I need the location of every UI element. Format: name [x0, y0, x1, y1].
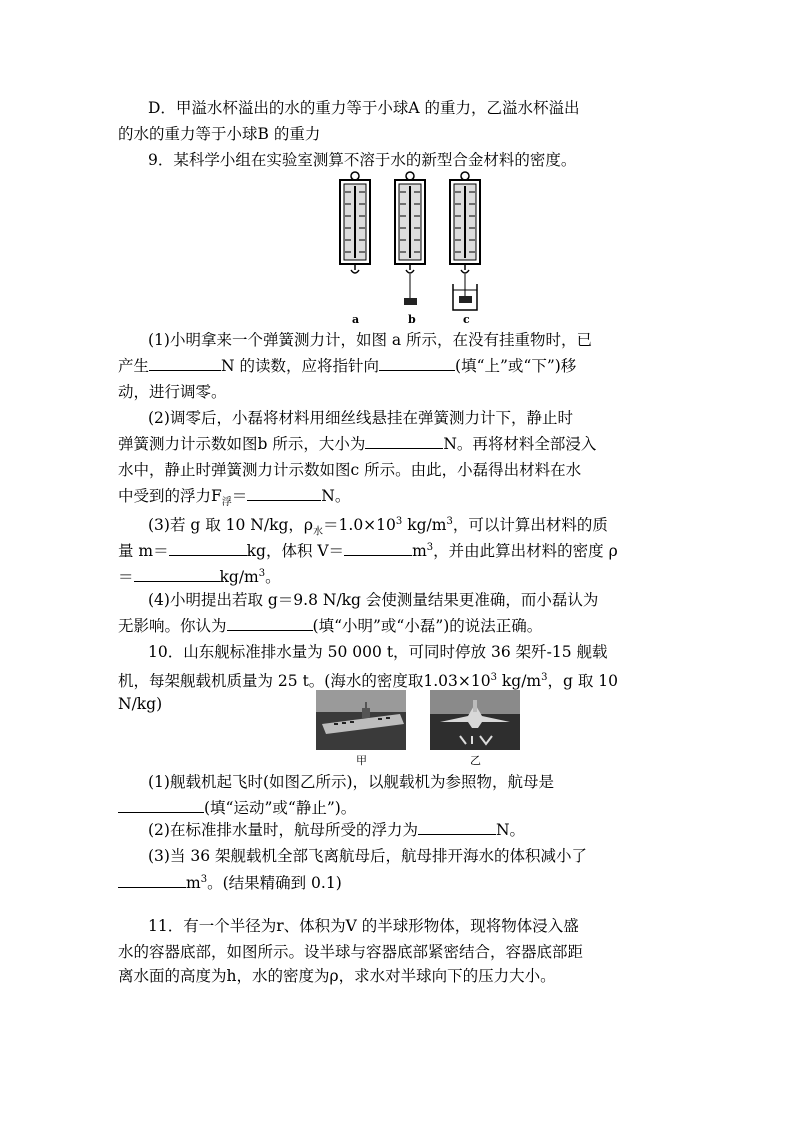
q9-part1-line2: 产生 N 的读数，应将指针向 (填“上”或“下”)移: [118, 357, 577, 375]
answer-blank[interactable]: [418, 820, 496, 835]
q10-part1-line2: (填“运动”或“静止”)。: [118, 798, 356, 818]
answer-blank[interactable]: [247, 486, 321, 501]
q10-part1-line1: (1)舰载机起飞时(如图乙所示)，以舰载机为参照物，航母是: [148, 773, 555, 791]
answer-blank[interactable]: [169, 541, 247, 556]
material-block: [404, 298, 417, 305]
q9-part1-line1: (1)小明拿来一个弹簧测力计，如图 a 所示，在没有挂重物时，已: [148, 331, 593, 349]
answer-blank[interactable]: [344, 541, 412, 556]
question-10-line2: 机，每架舰载机质量为 25 t。(海水的密度取$1.03\times 10^3$ $kg/m^3$，g 取 10: [118, 672, 618, 691]
photo-caption-jia: 甲: [356, 754, 367, 767]
option-d-line2: 的水的重力等于小球B 的重力: [118, 125, 321, 143]
spring-scale-c: [450, 172, 480, 310]
q9-part2-line1: (2)调零后，小磊将材料用细丝线悬挂在弹簧测力计下，静止时: [148, 409, 573, 427]
carrier-jet-photo: [430, 690, 520, 750]
figure-label-c: c: [463, 313, 470, 326]
answer-blank[interactable]: [118, 873, 186, 888]
q9-part1-line3: 动，进行调零。: [118, 383, 227, 401]
question-11-line3: 离水面的高度为h，水的密度为ρ，求水对半球向下的压力大小。: [118, 967, 556, 985]
figure-label-a: a: [352, 313, 360, 326]
q10-part3-line1: (3)当 36 架舰载机全部飞离航母后，航母排开海水的体积减小了: [148, 847, 588, 865]
answer-blank[interactable]: [118, 798, 204, 813]
q10-part3-line2: $m^3$。(结果精确到 0.1): [118, 870, 342, 893]
q9-part4-line2: 无影响。你认为 (填“小明”或“小磊”)的说法正确。: [118, 617, 543, 635]
question-11-line2: 水的容器底部，如图所示。设半球与容器底部紧密结合，容器底部距: [118, 943, 584, 961]
q9-part3-line3: ＝ $kg/m^3$。: [118, 568, 281, 587]
question-11-line1: 11．有一个半径为r、体积为V 的半球形物体，现将物体浸入盛: [148, 917, 579, 935]
option-d-line1: D．甲溢水杯溢出的水的重力等于小球A 的重力，乙溢水杯溢出: [148, 99, 580, 117]
q9-part2-line3: 水中，静止时弹簧测力计示数如图c 所示。由此，小磊得出材料在水: [118, 461, 582, 479]
q9-part2-line2: 弹簧测力计示数如图b 所示，大小为 N。再将材料全部浸入: [118, 435, 597, 453]
answer-blank[interactable]: [227, 616, 313, 631]
q9-part3-line1: (3)若 g 取 10 N/kg，$\rho_水=1.0\times 10^3$ $kg/m^3$，可以计算出材料的质: [148, 516, 608, 538]
question-9-stem: 9．某科学小组在实验室测算不溶于水的新型合金材料的密度。: [148, 151, 577, 169]
figure-label-b: b: [408, 313, 416, 326]
q10-part2-line1: (2)在标准排水量时，航母所受的浮力为 N。: [148, 821, 526, 839]
spring-scale-a: [340, 172, 370, 273]
spring-scale-b: [395, 172, 425, 305]
photo-caption-yi: 乙: [470, 754, 481, 767]
answer-blank[interactable]: [149, 356, 221, 371]
answer-blank[interactable]: [134, 567, 220, 582]
spring-scale-figure: [335, 170, 485, 322]
answer-blank[interactable]: [379, 356, 455, 371]
q9-part3-line2: 量 m＝ kg，体积 $V= m^3$，并由此算出材料的密度 ρ: [118, 542, 618, 561]
q9-part4-line1: (4)小明提出若取 g＝9.8 N/kg 会使测量结果更准确，而小磊认为: [148, 591, 599, 609]
aircraft-carrier-photo: [316, 690, 406, 750]
answer-blank[interactable]: [365, 434, 443, 449]
question-10-line3: N/kg): [118, 695, 163, 713]
q9-part2-line4: 中受到的浮力$F_浮= N$。: [118, 487, 351, 509]
question-10-line1: 10．山东舰标准排水量为 50 000 t，可同时停放 36 架歼-15 舰载: [148, 643, 608, 661]
